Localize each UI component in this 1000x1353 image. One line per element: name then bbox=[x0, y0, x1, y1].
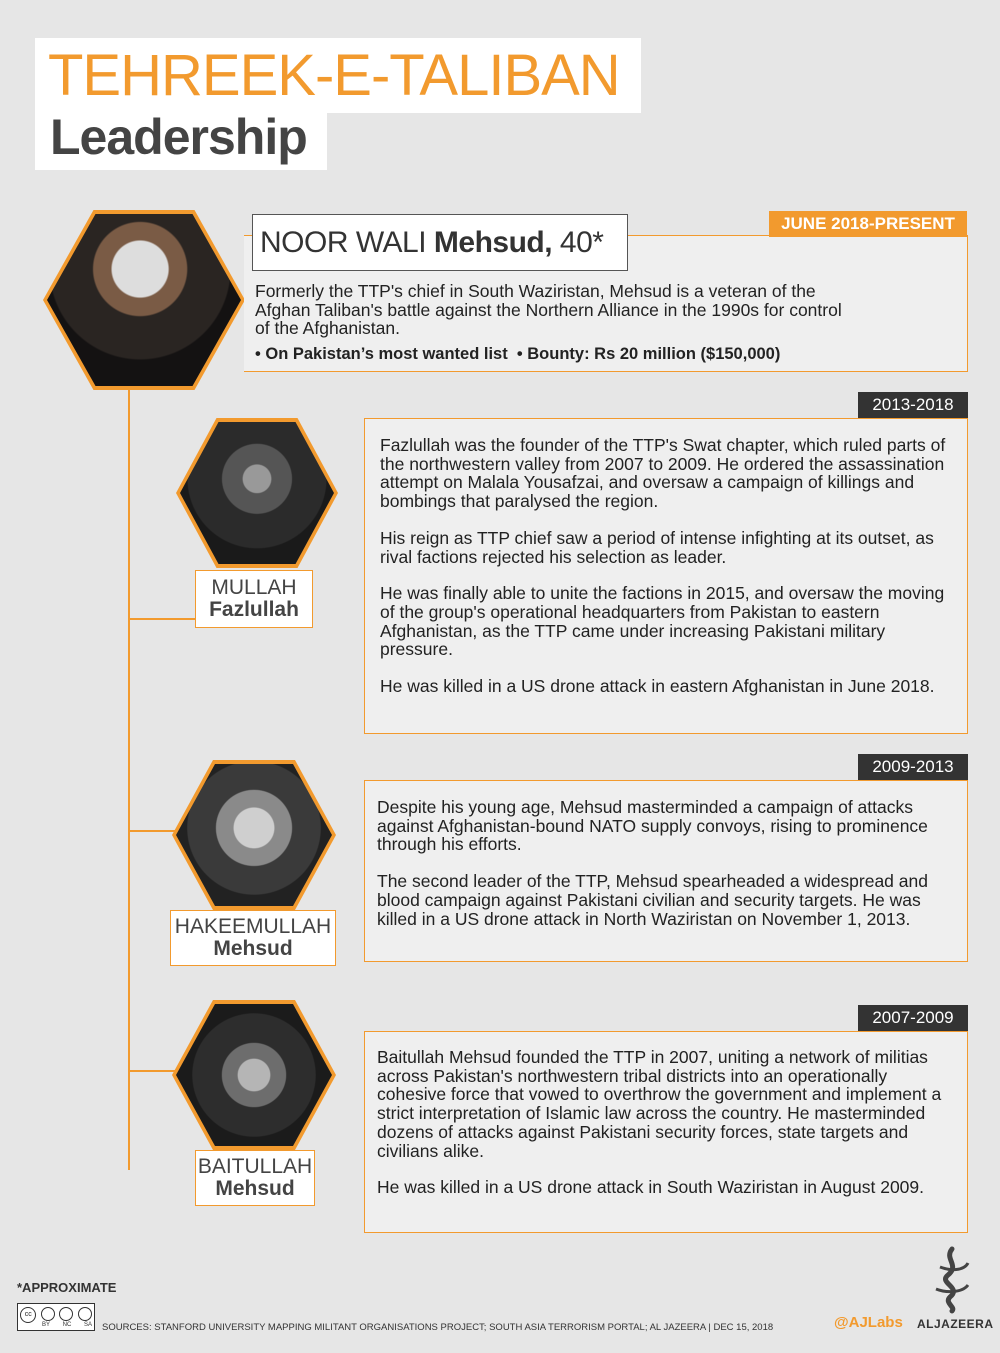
current-leader-description: Formerly the TTP's chief in South Waziristan, Mehsud is a veteran of the Afghan Taliban's battle against the Northern Alliance in the 1990s for control of the Afghanistan. bbox=[255, 281, 842, 339]
timeline-branch bbox=[128, 618, 196, 620]
cc-label: BY bbox=[42, 1322, 51, 1328]
cc-labels bbox=[42, 1322, 92, 1328]
leader-bio bbox=[377, 1048, 955, 1215]
nc-icon bbox=[59, 1307, 73, 1321]
bio-paragraph: Baitullah Mehsud founded the TTP in 2007, uniting a network of militias across Pakistan's northwestern tribal districts into an operationally cohesive force that vowed to overthrow the government and implement a strict interpretation of Islamic law across the country. He masterminded dozens of attacks against Pakistani security forces, state targets and civilians alike. bbox=[377, 1047, 942, 1161]
bio-paragraph: The second leader of the TTP, Mehsud spearheaded a widespread and blood campaign against Pakistani civilian and security targets. He was killed in a US drone attack in North Waziristan on November 1, 2013. bbox=[377, 871, 928, 929]
bullet-most-wanted: • On Pakistan’s most wanted list bbox=[255, 345, 508, 363]
page-subtitle: Leadership bbox=[50, 109, 307, 165]
timeline-branch bbox=[128, 1070, 180, 1072]
leader-first-name: HAKEEMULLAH bbox=[174, 915, 332, 938]
period-badge: 2007-2009 bbox=[858, 1005, 968, 1031]
bio-paragraph: He was killed in a US drone attack in eastern Afghanistan in June 2018. bbox=[380, 676, 935, 697]
bio-paragraph: His reign as TTP chief saw a period of intense infighting at its outset, as rival factions rejected his selection as leader. bbox=[380, 527, 934, 567]
leader-first-name: NOOR WALI bbox=[260, 226, 434, 259]
cc-label: SA bbox=[83, 1322, 92, 1328]
leader-first-name: BAITULLAH bbox=[197, 1155, 313, 1178]
leader-last-name: Mehsud bbox=[215, 1177, 295, 1200]
by-icon bbox=[41, 1307, 55, 1321]
sa-icon bbox=[78, 1307, 92, 1321]
period-badge: 2013-2018 bbox=[858, 392, 968, 418]
period-badge: 2009-2013 bbox=[858, 754, 968, 780]
leader-first-name: MULLAH bbox=[211, 576, 297, 599]
leader-name-box bbox=[195, 1150, 315, 1206]
bio-paragraph: He was killed in a US drone attack in South Waziristan in August 2009. bbox=[377, 1177, 925, 1198]
leader-age: 40* bbox=[552, 226, 604, 259]
leader-bio bbox=[377, 798, 952, 946]
leader-bio bbox=[380, 436, 950, 714]
current-leader-bullets bbox=[255, 345, 780, 364]
portrait-noor-wali-mehsud bbox=[47, 214, 241, 386]
leader-last-name: Mehsud, bbox=[433, 226, 553, 259]
period-badge: JUNE 2018-PRESENT bbox=[769, 211, 967, 237]
bio-paragraph: Despite his young age, Mehsud masterminded a campaign of attacks against Afghanistan-bound NATO supply convoys, rising to prominence through his efforts. bbox=[377, 797, 928, 855]
cc-icon: cc bbox=[20, 1307, 36, 1323]
approximate-note: *APPROXIMATE bbox=[17, 1280, 117, 1295]
timeline-line bbox=[128, 300, 130, 1170]
sources: SOURCES: STANFORD UNIVERSITY MAPPING MILITANT ORGANISATIONS PROJECT; SOUTH ASIA TERRORISM PORTAL; AL JAZEERA | DEC 15, 2018 bbox=[102, 1322, 774, 1333]
timeline-branch bbox=[128, 830, 180, 832]
leader-last-name: Mehsud bbox=[213, 937, 293, 960]
bio-paragraph: Fazlullah was the founder of the TTP's Swat chapter, which ruled parts of the northwestern valley from 2007 to 2009. He ordered the assassination attempt on Malala Yousafzai, and oversaw a campaign of killings and bombings that paralysed the region. bbox=[380, 435, 946, 512]
bio-paragraph: He was finally able to unite the factions in 2015, and oversaw the moving of the group's operational headquarters from Pakistan to eastern Afghanistan, as the TTP came under increasing Pakistani military pressure. bbox=[380, 583, 945, 660]
leader-name-box bbox=[195, 570, 313, 628]
leader-name bbox=[260, 226, 603, 260]
leader-name-box bbox=[170, 910, 336, 966]
bullet-bounty: • Bounty: Rs 20 million ($150,000) bbox=[516, 345, 781, 363]
leader-last-name: Fazlullah bbox=[209, 598, 299, 621]
aljazeera-logo-icon bbox=[930, 1245, 974, 1315]
page-title: TEHREEK-E-TALIBAN bbox=[48, 43, 620, 108]
aljazeera-wordmark: ALJAZEERA bbox=[917, 1317, 994, 1331]
ajlabs-handle: @AJLabs bbox=[834, 1314, 903, 1331]
cc-label: NC bbox=[62, 1322, 72, 1328]
